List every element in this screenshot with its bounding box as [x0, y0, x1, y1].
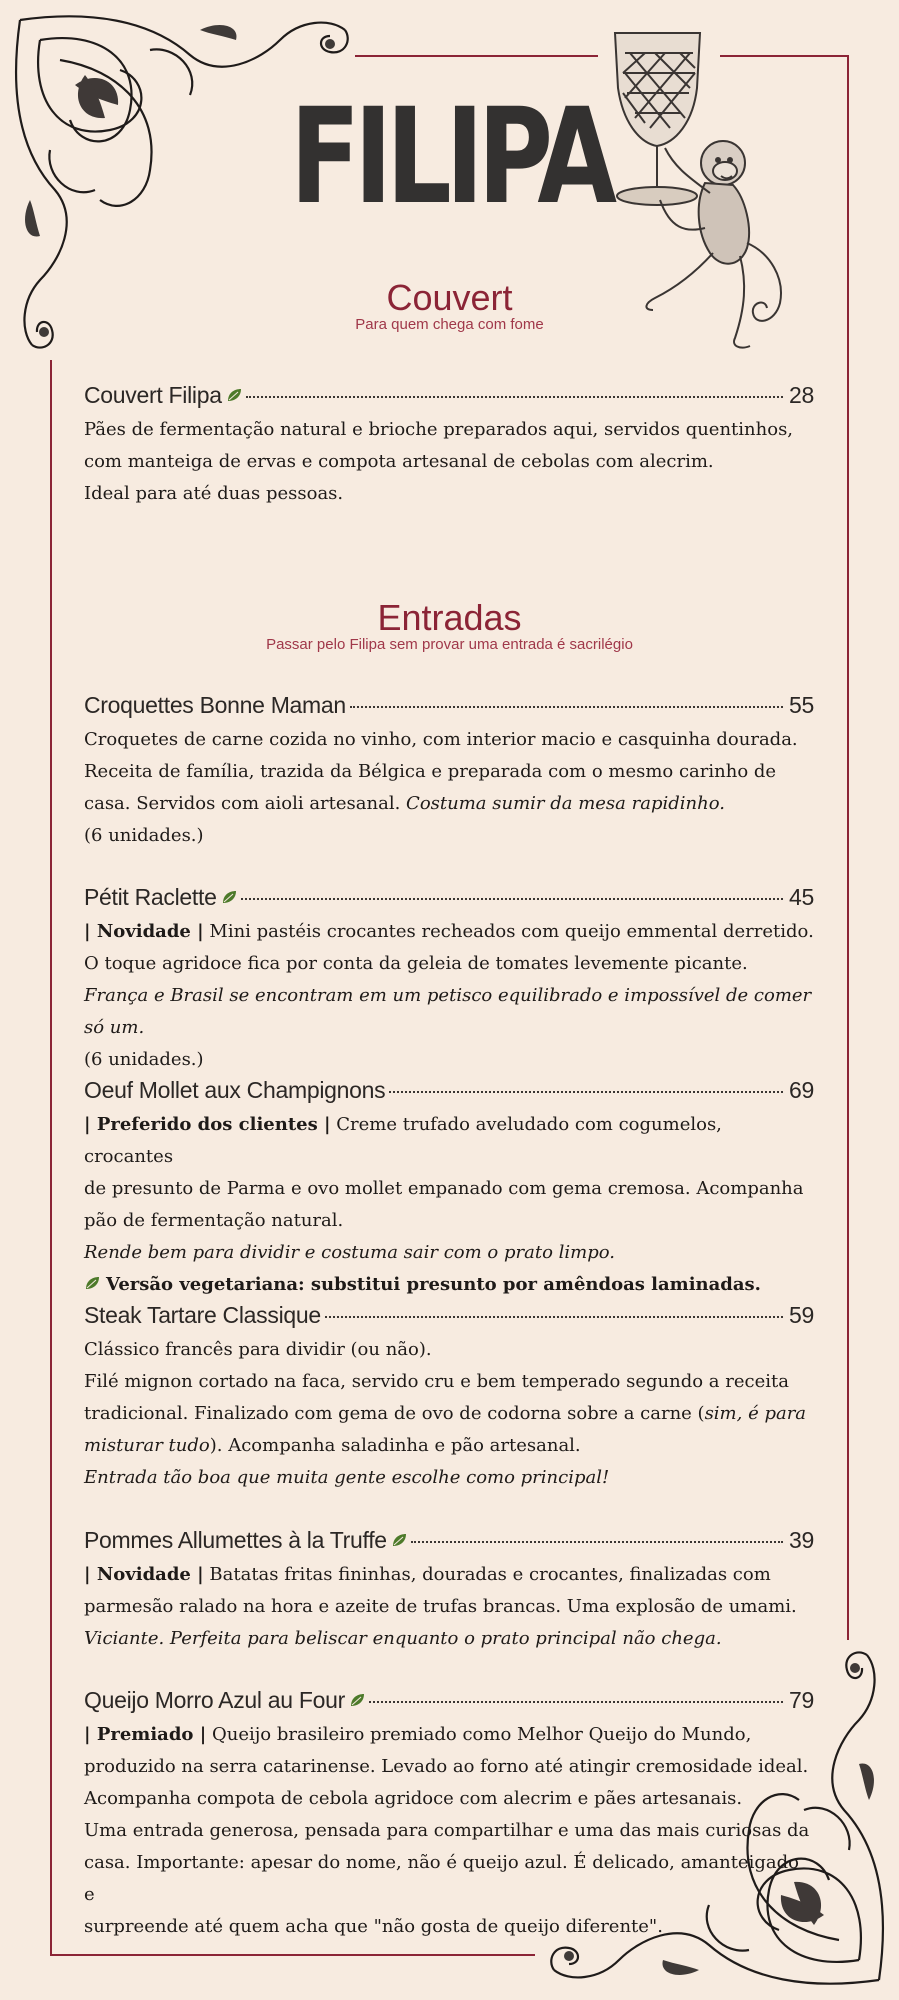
item-price: 28	[789, 382, 814, 408]
description-line: Rende bem para dividir e costuma sair com o prato limpo.	[84, 1242, 615, 1263]
description-italic: sim, é para	[704, 1403, 807, 1424]
description-line: Ideal para até duas pessoas.	[84, 483, 344, 504]
item-price: 59	[789, 1302, 814, 1328]
description-line	[84, 1269, 814, 1301]
item-heading	[84, 884, 814, 916]
dot-leader	[241, 898, 783, 900]
leaf-icon	[84, 1275, 100, 1291]
description-line	[84, 1398, 814, 1430]
description-text: Batatas fritas fininhas, douradas e crocantes, finalizadas com	[203, 1564, 771, 1585]
item-description	[84, 724, 814, 852]
description-line	[84, 788, 814, 820]
menu-item-couvert-filipa	[84, 382, 814, 510]
entradas-section-header	[0, 598, 899, 654]
item-description	[84, 1559, 814, 1655]
description-line: Acompanha compota de cebola agridoce com alecrim e pães artesanais.	[84, 1788, 743, 1809]
menu-item-petit-raclette	[84, 884, 814, 1076]
item-name: Pommes Allumettes à la Truffe	[84, 1527, 387, 1553]
item-description	[84, 414, 814, 510]
description-line: Croquetes de carne cozida no vinho, com interior macio e casquinha dourada.	[84, 729, 798, 750]
description-line: Filé mignon cortado na faca, servido cru e bem temperado segundo a receita	[84, 1371, 789, 1392]
description-line: França e Brasil se encontram em um petisco equilibrado e impossível de comer só um.	[84, 985, 812, 1038]
description-line: pão de fermentação natural.	[84, 1210, 344, 1231]
description-text: ). Acompanha saladinha e pão artesanal.	[209, 1435, 581, 1456]
description-italic: misturar tudo	[84, 1435, 210, 1456]
item-heading	[84, 1077, 814, 1109]
item-heading	[84, 382, 814, 414]
item-heading	[84, 1527, 814, 1559]
menu-item-queijo-morro-azul	[84, 1687, 814, 1943]
leaf-icon	[226, 387, 242, 403]
description-line: Entrada tão boa que muita gente escolhe como principal!	[84, 1467, 610, 1488]
restaurant-logo: FILIPA	[290, 80, 611, 234]
item-price: 79	[789, 1687, 814, 1713]
item-name: Couvert Filipa	[84, 382, 222, 408]
description-line: de presunto de Parma e ovo mollet empanado com gema cremosa. Acompanha	[84, 1178, 804, 1199]
couvert-section-header	[0, 278, 899, 334]
description-line: Clássico francês para dividir (ou não).	[84, 1339, 432, 1360]
description-line	[84, 1430, 814, 1462]
description-italic: Costuma sumir da mesa rapidinho.	[406, 793, 725, 814]
entradas-title: Entradas	[377, 597, 522, 638]
item-price: 45	[789, 884, 814, 910]
description-line: Viciante. Perfeita para beliscar enquanto o prato principal não chega.	[84, 1628, 722, 1649]
award-badge: | Premiado |	[84, 1724, 207, 1745]
item-price: 55	[789, 692, 814, 718]
description-line: (6 unidades.)	[84, 825, 204, 846]
description-line	[84, 1109, 814, 1173]
description-line	[84, 916, 814, 948]
frame-line-top	[355, 55, 598, 57]
leaf-icon	[391, 1532, 407, 1548]
item-description	[84, 916, 814, 1076]
item-name: Croquettes Bonne Maman	[84, 692, 346, 718]
item-description	[84, 1334, 814, 1494]
menu-item-pommes-allumettes	[84, 1527, 814, 1655]
item-heading	[84, 692, 814, 724]
item-price: 39	[789, 1527, 814, 1553]
item-price: 69	[789, 1077, 814, 1103]
menu-item-oeuf-mollet	[84, 1077, 814, 1301]
description-line	[84, 1719, 814, 1751]
item-name: Steak Tartare Classique	[84, 1302, 321, 1328]
vegetarian-note: Versão vegetariana: substitui presunto por amêndoas laminadas.	[106, 1274, 761, 1295]
item-heading	[84, 1687, 814, 1719]
novidade-badge: | Novidade |	[84, 1564, 204, 1585]
description-text: Mini pastéis crocantes recheados com queijo emmental derretido.	[203, 921, 814, 942]
favorite-badge: | Preferido dos clientes |	[84, 1114, 331, 1135]
leaf-icon	[221, 889, 237, 905]
dot-leader	[411, 1541, 783, 1543]
frame-line-bottom	[50, 1954, 535, 1956]
item-name: Queijo Morro Azul au Four	[84, 1687, 345, 1713]
item-name: Pétit Raclette	[84, 884, 217, 910]
dot-leader	[369, 1701, 783, 1703]
item-name: Oeuf Mollet aux Champignons	[84, 1077, 386, 1103]
item-description	[84, 1719, 814, 1943]
description-line: Uma entrada generosa, pensada para compartilhar e uma das mais curiosas da	[84, 1820, 810, 1841]
item-description	[84, 1109, 814, 1301]
dot-leader	[325, 1316, 783, 1318]
couvert-subtitle: Para quem chega com fome	[355, 316, 544, 333]
description-line: com manteiga de ervas e compota artesanal de cebolas com alecrim.	[84, 451, 714, 472]
description-text: tradicional. Finalizado com gema de ovo de codorna sobre a carne (	[84, 1403, 705, 1424]
description-line: (6 unidades.)	[84, 1049, 204, 1070]
description-text: Creme trufado aveludado com cogumelos, crocantes	[84, 1114, 722, 1167]
item-heading	[84, 1302, 814, 1334]
description-line: O toque agridoce fica por conta da geleia de tomates levemente picante.	[84, 953, 748, 974]
leaf-icon	[349, 1692, 365, 1708]
description-text: casa. Servidos com aioli artesanal.	[84, 793, 407, 814]
menu-item-steak-tartare	[84, 1302, 814, 1494]
dot-leader	[350, 706, 783, 708]
description-line: parmesão ralado na hora e azeite de trufas brancas. Uma explosão de umami.	[84, 1596, 797, 1617]
description-line: Pães de fermentação natural e brioche preparados aqui, servidos quentinhos,	[84, 419, 794, 440]
entradas-subtitle: Passar pelo Filipa sem provar uma entrada é sacrilégio	[266, 636, 633, 653]
dot-leader	[389, 1091, 783, 1093]
description-line	[84, 1559, 814, 1591]
description-line: produzido na serra catarinense. Levado ao forno até atingir cremosidade ideal.	[84, 1756, 809, 1777]
description-line: surpreende até quem acha que "não gosta de queijo diferente".	[84, 1916, 663, 1937]
couvert-title: Couvert	[386, 277, 513, 318]
novidade-badge: | Novidade |	[84, 921, 204, 942]
description-line: casa. Importante: apesar do nome, não é queijo azul. É delicado, amanteigado e	[84, 1852, 799, 1905]
menu-item-croquettes	[84, 692, 814, 852]
description-line: Receita de família, trazida da Bélgica e preparada com o mesmo carinho de	[84, 761, 777, 782]
dot-leader	[246, 396, 783, 398]
description-text: Queijo brasileiro premiado como Melhor Queijo do Mundo,	[206, 1724, 752, 1745]
